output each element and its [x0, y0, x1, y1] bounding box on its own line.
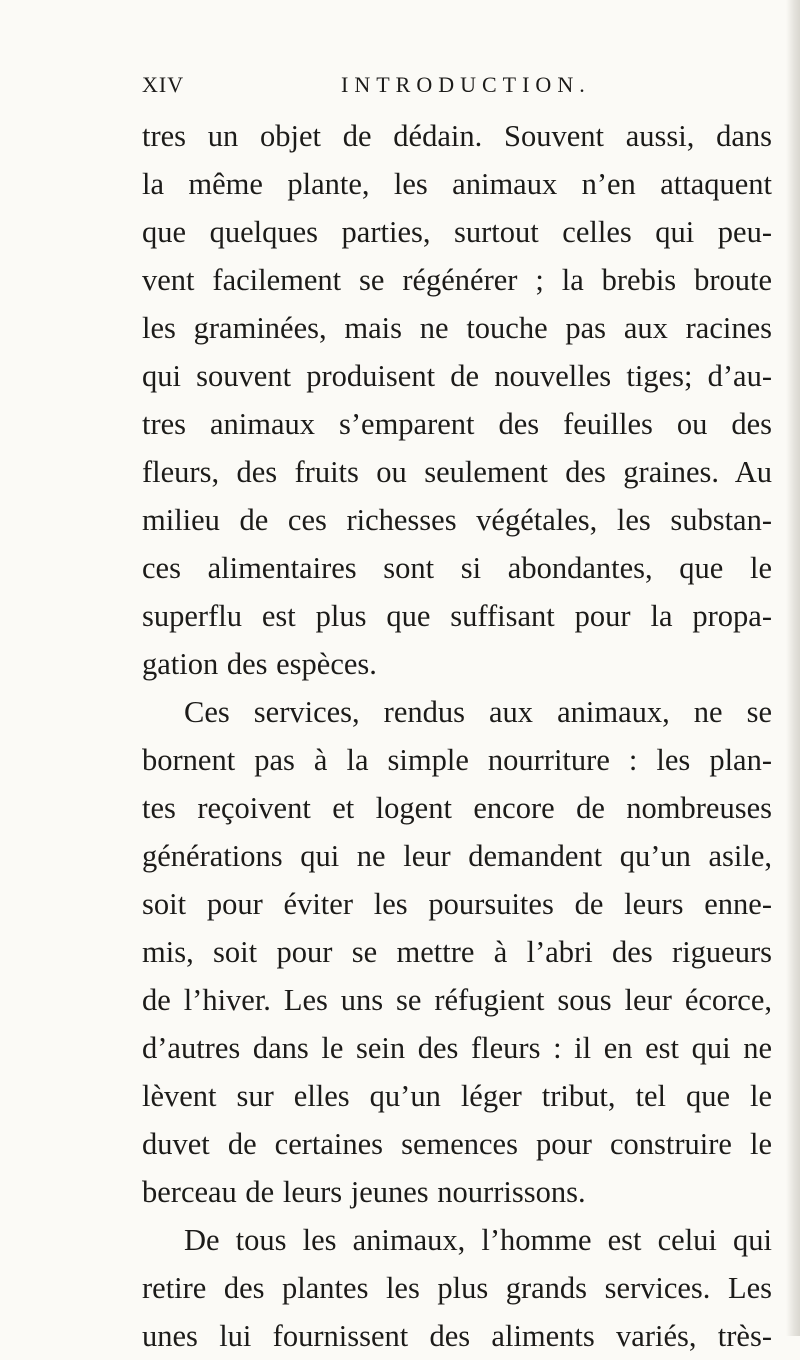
paragraph-start-line: Ces services, rendus aux animaux, ne se	[184, 695, 772, 729]
text-line: bornent pas à la simple nourriture : les plan-	[142, 743, 772, 777]
text-line: lèvent sur elles qu’un léger tribut, tel que le	[142, 1079, 772, 1113]
text-line: fleurs, des fruits ou seulement des graines. Au	[142, 455, 772, 489]
text-line: qui souvent produisent de nouvelles tiges; d’au-	[142, 359, 772, 393]
body-text	[142, 112, 772, 1360]
text-line: soit pour éviter les poursuites de leurs enne-	[142, 887, 772, 921]
page-number: XIV	[142, 72, 185, 97]
paragraph-start-line: De tous les animaux, l’homme est celui qui	[184, 1223, 772, 1257]
text-line: milieu de ces richesses végétales, les substan-	[142, 503, 772, 537]
text-line: mis, soit pour se mettre à l’abri des rigueurs	[142, 935, 772, 969]
text-line: d’autres dans le sein des fleurs : il en est qui ne	[142, 1031, 772, 1065]
text-line: vent facilement se régénérer ; la brebis broute	[142, 263, 772, 297]
paragraph-end-line: gation des espèces.	[142, 647, 377, 681]
text-line: ces alimentaires sont si abondantes, que le	[142, 551, 772, 585]
text-line: générations qui ne leur demandent qu’un asile,	[142, 839, 772, 873]
page-edge-shadow	[786, 0, 800, 1336]
text-line: unes lui fournissent des aliments variés, très-	[142, 1319, 772, 1353]
text-line: tes reçoivent et logent encore de nombreuses	[142, 791, 772, 825]
text-line: superflu est plus que suffisant pour la propa-	[142, 599, 772, 633]
text-line: la même plante, les animaux n’en attaquent	[142, 167, 772, 201]
text-line: tres animaux s’emparent des feuilles ou des	[142, 407, 772, 441]
text-line: de l’hiver. Les uns se réfugient sous leur écorce,	[142, 983, 772, 1017]
running-title: INTRODUCTION.	[341, 72, 591, 97]
text-line: que quelques parties, surtout celles qui peu-	[142, 215, 772, 249]
running-head	[142, 72, 772, 108]
text-line: duvet de certaines semences pour construire le	[142, 1127, 772, 1161]
paragraph-end-line: berceau de leurs jeunes nourrissons.	[142, 1175, 586, 1209]
text-line: tres un objet de dédain. Souvent aussi, dans	[142, 119, 772, 153]
text-line: les graminées, mais ne touche pas aux racines	[142, 311, 772, 345]
text-line: retire des plantes les plus grands services. Les	[142, 1271, 772, 1305]
